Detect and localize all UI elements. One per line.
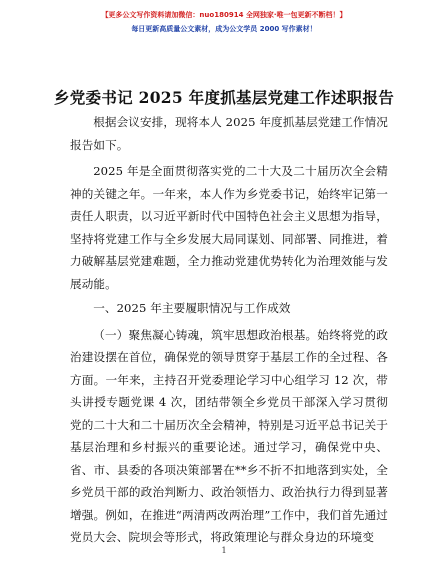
promo-banner [0, 8, 448, 36]
promo-banner-line-2: 每日更新高质量公文素材，成为公文学员 2000 写作素材！ [131, 25, 317, 33]
page-number: 1 [221, 546, 227, 555]
paragraph-overview: 2025 年是全面贯彻落实党的二十大及二十届历次全会精神的关键之年。一年来，本人作为乡党委书记，始终牢记第一责任人职责，以习近平新时代中国特色社会主义思想为指导，坚持将党建工作与全乡发展大局同谋划、同部署、同推进，着力破解基层党建难题，全力推动党建优势转化为治理效能与发展动能。 [70, 164, 388, 291]
paragraph-section-1: （一）聚焦凝心铸魂，筑牢思想政治根基。始终将党的政治建设摆在首位，确保党的领导贯穿于基层工作的全过程、各方面。一年来，主持召开党委理论学习中心组学习 12 次，带头讲授专题党课 4 次，团结带领全乡党员干部深入学习贯彻党的二十大和二十届历次全会精神，特别是习近平总书记关于基层治理和乡村振兴的重要论述。通过学习，确保党中央、省、市、县委的各项决策部署在**乡不折不扣地落到实处，全乡党员干部的政治判断力、政治领悟力、政治执行力得到显著增强。例如，在推进“两清两改两治理”工作中，我们首先通过党员大会、院坝会等形式，将政策理论与群众身边的环境变 [70, 327, 388, 544]
paragraph-intro: 根据会议安排，现将本人 2025 年度抓基层党建工作情况报告如下。 [70, 115, 388, 152]
section-heading: 一、2025 年主要履职情况与工作成效 [93, 301, 291, 315]
document-body [70, 111, 388, 549]
promo-banner-line-1: 【更多公文写作资料请加微信：nuo180914 全网独家·唯一包更新不断档！】 [101, 11, 347, 19]
document-title: 乡党委书记 2025 年度抓基层党建工作述职报告 [53, 88, 395, 107]
